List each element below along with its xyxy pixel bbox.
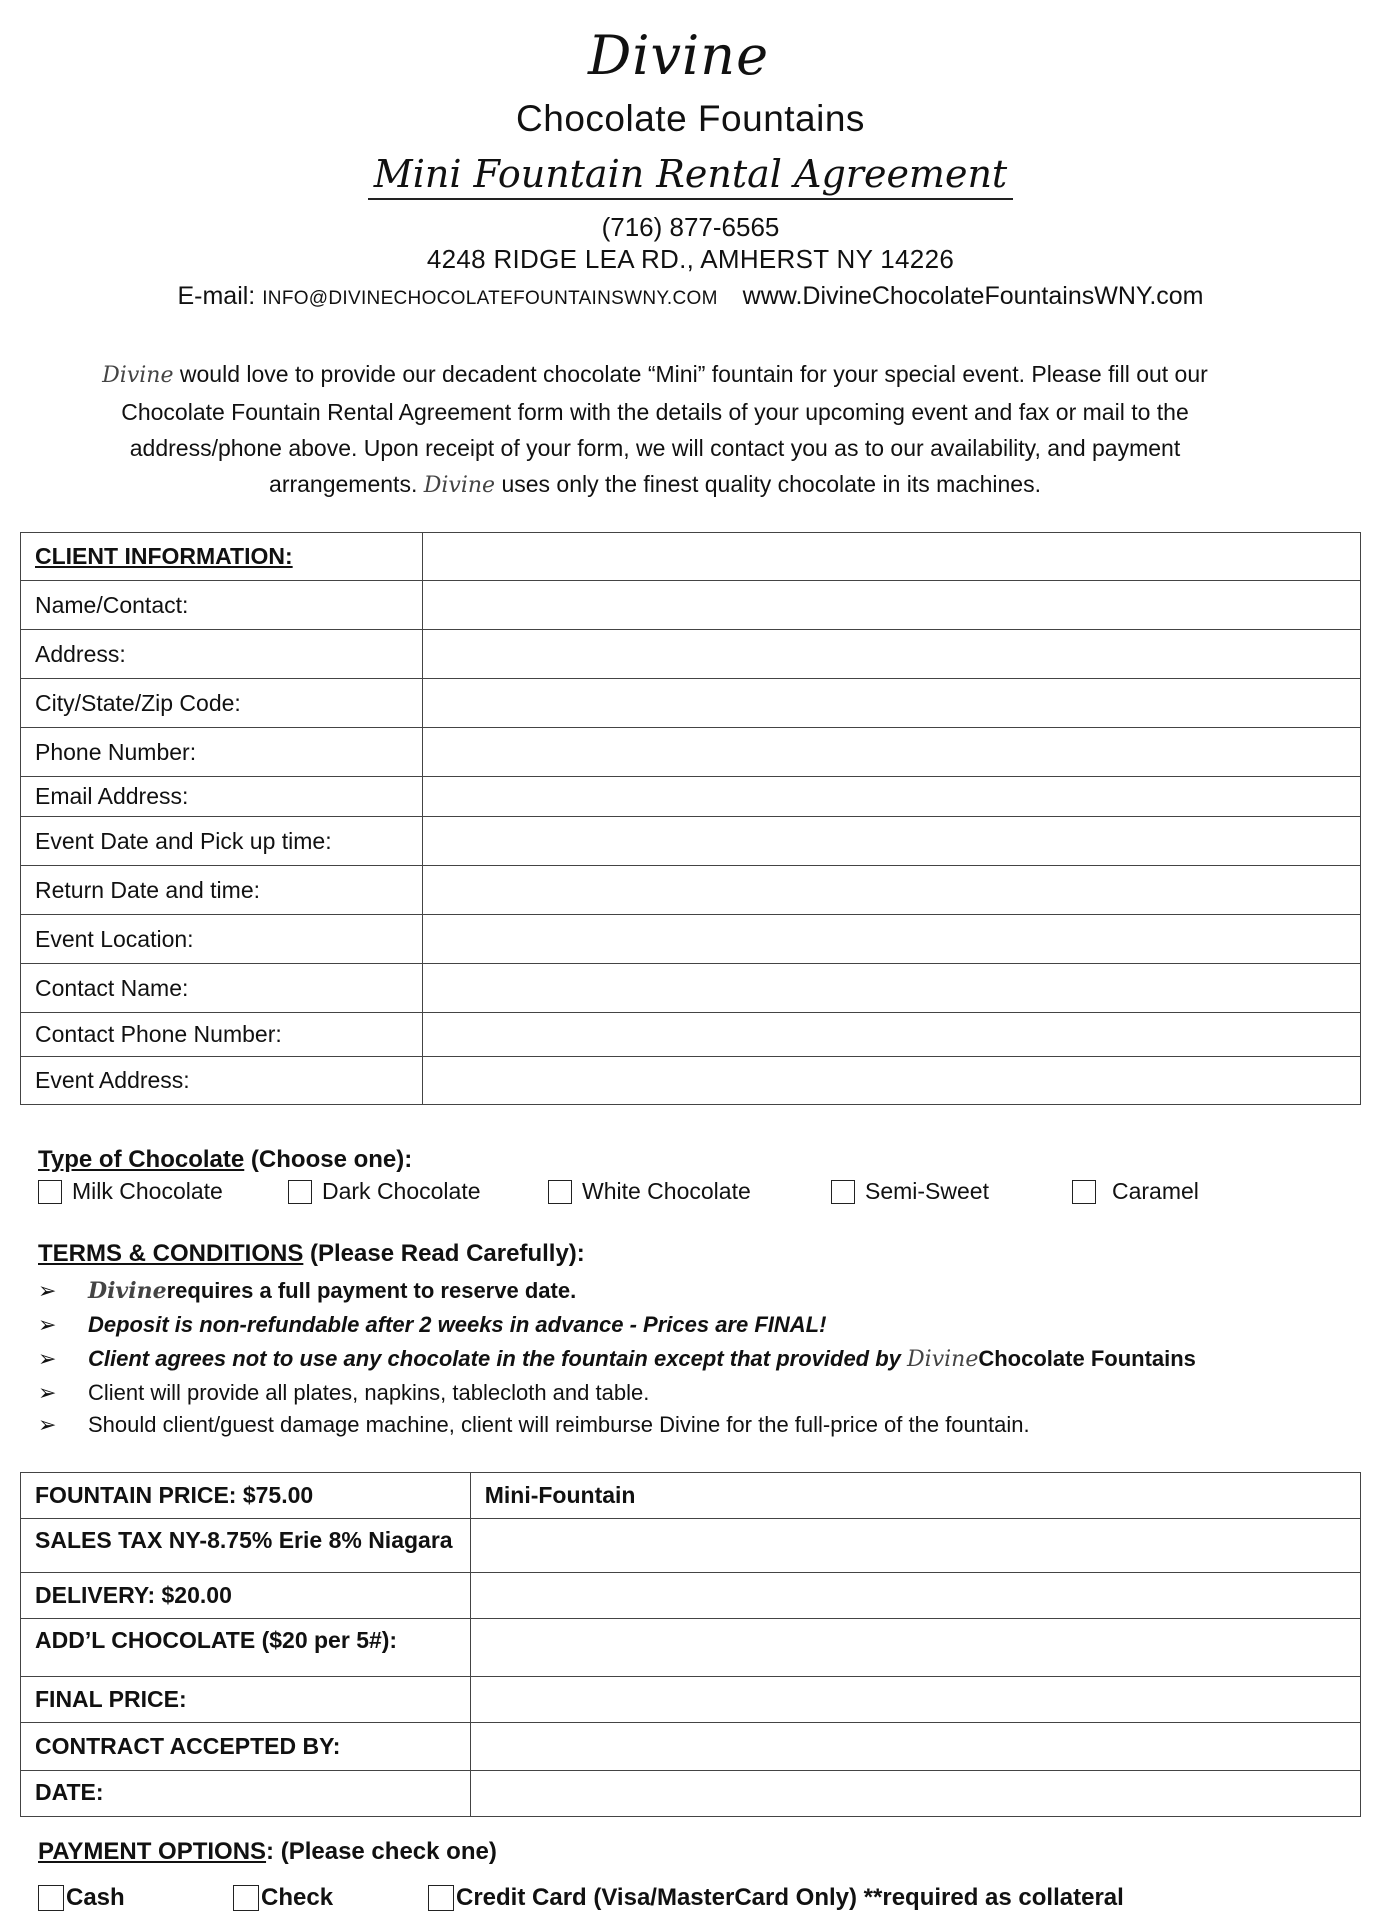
- bullet-arrow-icon: ➢: [38, 1312, 57, 1337]
- field-label: Event Address:: [21, 1057, 423, 1105]
- chocolate-title-underlined: Type of Chocolate: [38, 1146, 245, 1173]
- company-subtitle: Chocolate Fountains: [516, 98, 865, 139]
- option-label: White Chocolate: [582, 1178, 751, 1204]
- option-label: Check: [261, 1884, 334, 1911]
- price-label: FINAL PRICE:: [21, 1677, 471, 1723]
- intro-line-2: Chocolate Fountain Rental Agreement form with the details of your upcoming event and fax or mail to the: [121, 399, 1189, 425]
- price-label: FOUNTAIN PRICE: $75.00: [21, 1473, 471, 1519]
- price-label: SALES TAX NY-8.75% Erie 8% Niagara: [21, 1519, 471, 1573]
- field-label: Contact Phone Number:: [21, 1013, 423, 1057]
- field-label: Contact Name:: [21, 964, 423, 1013]
- term-3-post: Chocolate Fountains: [978, 1346, 1196, 1371]
- client-info-table: [20, 532, 1361, 1105]
- price-label: DATE:: [21, 1771, 471, 1817]
- term-2: Deposit is non-refundable after 2 weeks in advance - Prices are FINAL!: [88, 1312, 827, 1337]
- table-row: [21, 630, 1361, 679]
- bullet-arrow-icon: ➢: [38, 1278, 57, 1303]
- table-row: [21, 1771, 1361, 1817]
- option-caramel[interactable]: [1072, 1178, 1199, 1205]
- term-5: Should client/guest damage machine, client will reimburse Divine for the full-price of the fountain.: [88, 1412, 1030, 1437]
- contact-name-input[interactable]: [422, 964, 1360, 1013]
- event-address-input[interactable]: [422, 1057, 1360, 1105]
- date-input[interactable]: [470, 1771, 1360, 1817]
- term-3-pre: Client agrees not to use any chocolate in the fountain except that provided by: [88, 1346, 908, 1371]
- option-check[interactable]: [233, 1884, 333, 1912]
- table-row: [21, 1573, 1361, 1619]
- option-semi-sweet[interactable]: [831, 1178, 989, 1205]
- chocolate-title-rest: (Choose one):: [244, 1146, 413, 1173]
- field-label: City/State/Zip Code:: [21, 679, 423, 728]
- option-label: Cash: [66, 1884, 125, 1911]
- company-address: 4248 RIDGE LEA RD., AMHERST NY 14226: [426, 244, 955, 274]
- option-label: Dark Chocolate: [322, 1178, 481, 1204]
- address-input[interactable]: [422, 630, 1360, 679]
- table-row: [21, 1473, 1361, 1519]
- table-row: [21, 1677, 1361, 1723]
- name-contact-input[interactable]: [422, 581, 1360, 630]
- option-label: Semi-Sweet: [865, 1178, 989, 1204]
- intro-line-4-pre: arrangements.: [269, 471, 418, 497]
- email-address[interactable]: INFO@DIVINECHOCOLATEFOUNTAINSWNY.COM: [262, 288, 718, 309]
- field-label: Return Date and time:: [21, 866, 423, 915]
- option-milk-chocolate[interactable]: [38, 1178, 223, 1205]
- chocolate-options: [38, 1178, 1338, 1212]
- price-label: DELIVERY: $20.00: [21, 1573, 471, 1619]
- additional-chocolate-input[interactable]: [470, 1619, 1360, 1677]
- chocolate-section-title: [38, 1146, 412, 1174]
- checkbox[interactable]: [428, 1885, 454, 1911]
- table-row: [21, 1519, 1361, 1573]
- table-row: [21, 915, 1361, 964]
- table-row: [21, 728, 1361, 777]
- event-location-input[interactable]: [422, 915, 1360, 964]
- checkbox[interactable]: [233, 1885, 259, 1911]
- fountain-type-value[interactable]: Mini-Fountain: [470, 1473, 1360, 1519]
- option-label: Credit Card (Visa/MasterCard Only) **required as collateral: [456, 1884, 1124, 1911]
- option-cash[interactable]: [38, 1884, 125, 1912]
- terms-title-underlined: TERMS & CONDITIONS: [38, 1240, 304, 1267]
- return-date-time-input[interactable]: [422, 866, 1360, 915]
- field-label: Email Address:: [21, 777, 423, 817]
- delivery-input[interactable]: [470, 1573, 1360, 1619]
- payment-title-rest: : (Please check one): [266, 1838, 497, 1865]
- field-label: Name/Contact:: [21, 581, 423, 630]
- bullet-arrow-icon: ➢: [38, 1412, 57, 1437]
- checkbox[interactable]: [38, 1885, 64, 1911]
- brand-script: Divine: [423, 473, 496, 498]
- option-dark-chocolate[interactable]: [288, 1178, 481, 1205]
- agreement-title-text: Mini Fountain Rental Agreement: [368, 152, 1013, 200]
- website-link[interactable]: www.DivineChocolateFountainsWNY.com: [742, 282, 1204, 310]
- option-label: Caramel: [1112, 1178, 1199, 1204]
- contact-phone-input[interactable]: [422, 1013, 1360, 1057]
- contact-row: [0, 282, 1381, 311]
- price-label: CONTRACT ACCEPTED BY:: [21, 1723, 471, 1771]
- intro-paragraph: [60, 356, 1250, 504]
- email-label: E-mail:: [177, 282, 256, 310]
- table-row: [21, 1723, 1361, 1771]
- pricing-table: [20, 1472, 1361, 1817]
- brand-logo-text: Divine: [587, 24, 770, 87]
- event-date-pickup-input[interactable]: [422, 817, 1360, 866]
- table-row: [21, 679, 1361, 728]
- terms-title-rest: (Please Read Carefully):: [303, 1240, 585, 1267]
- bullet-arrow-icon: ➢: [38, 1380, 57, 1405]
- brand-script: Divine: [88, 1278, 167, 1304]
- sales-tax-input[interactable]: [470, 1519, 1360, 1573]
- payment-title-underlined: PAYMENT OPTIONS: [38, 1838, 267, 1865]
- option-label: Milk Chocolate: [72, 1178, 223, 1204]
- agreement-title: [0, 152, 1381, 200]
- brand-script: Divine: [907, 1347, 979, 1372]
- bullet-arrow-icon: ➢: [38, 1346, 57, 1371]
- phone-number-input[interactable]: [422, 728, 1360, 777]
- company-phone: (716) 877-6565: [601, 212, 780, 242]
- table-row: [21, 777, 1361, 817]
- contract-accepted-by-input[interactable]: [470, 1723, 1360, 1771]
- checkbox[interactable]: [288, 1180, 312, 1204]
- term-4: Client will provide all plates, napkins, tablecloth and table.: [88, 1380, 650, 1405]
- checkbox[interactable]: [38, 1180, 62, 1204]
- payment-options: [38, 1884, 1338, 1918]
- option-credit-card[interactable]: [428, 1884, 1124, 1912]
- price-label: ADD’L CHOCOLATE ($20 per 5#):: [21, 1619, 471, 1677]
- client-info-heading-cell: [422, 533, 1360, 581]
- intro-line-1: would love to provide our decadent chocolate “Mini” fountain for your special event. Please fill out our: [179, 361, 1208, 387]
- email-address-input[interactable]: [422, 777, 1360, 817]
- field-label: Event Date and Pick up time:: [21, 817, 423, 866]
- intro-line-4-post: uses only the finest quality chocolate in its machines.: [501, 471, 1041, 497]
- table-row: [21, 1619, 1361, 1677]
- table-row: [21, 866, 1361, 915]
- field-label: Phone Number:: [21, 728, 423, 777]
- checkbox[interactable]: [548, 1180, 572, 1204]
- table-row: [21, 533, 1361, 581]
- final-price-input[interactable]: [470, 1677, 1360, 1723]
- brand-script: Divine: [102, 363, 174, 388]
- table-row: [21, 581, 1361, 630]
- client-info-heading: CLIENT INFORMATION:: [21, 533, 423, 581]
- option-white-chocolate[interactable]: [548, 1178, 751, 1205]
- table-row: [21, 817, 1361, 866]
- table-row: [21, 1057, 1361, 1105]
- intro-line-3: address/phone above. Upon receipt of your form, we will contact you as to our availability, and payment: [129, 435, 1181, 461]
- terms-section-title: [38, 1240, 585, 1268]
- payment-section-title: [38, 1838, 497, 1866]
- field-label: Event Location:: [21, 915, 423, 964]
- term-1: requires a full payment to reserve date.: [166, 1278, 577, 1303]
- checkbox[interactable]: [831, 1180, 855, 1204]
- city-state-zip-input[interactable]: [422, 679, 1360, 728]
- field-label: Address:: [21, 630, 423, 679]
- checkbox[interactable]: [1072, 1180, 1096, 1204]
- table-row: [21, 1013, 1361, 1057]
- table-row: [21, 964, 1361, 1013]
